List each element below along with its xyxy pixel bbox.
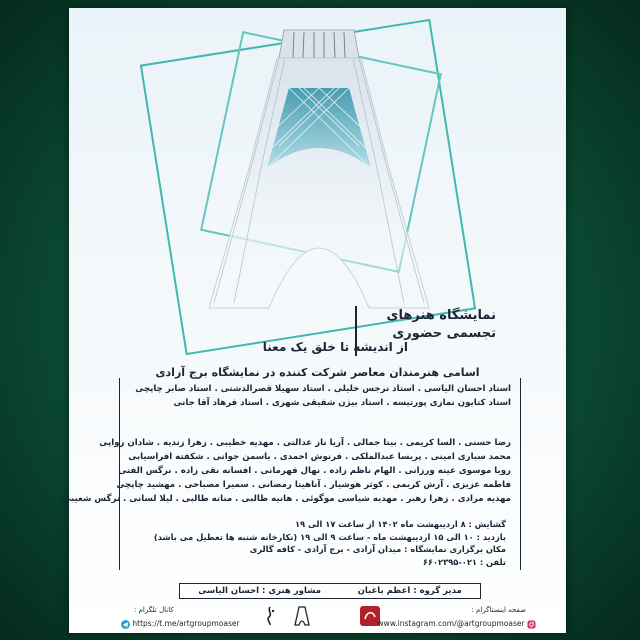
- staff-bar: [179, 583, 481, 599]
- exhibition-poster: [62, 8, 566, 633]
- artists-line: رویا موسوی عینه ورزانی . الهام ناظم زاده . نهال قهرمانی . افسانه نقی زاده . نرگس الفتی: [118, 466, 511, 476]
- title-line-3: از اندیشه تا خلق یک معنا: [262, 340, 408, 354]
- group-logo-calligraphy: [259, 605, 281, 627]
- telegram-icon: [121, 620, 130, 629]
- instagram-label: صفحه اینستاگرام :: [471, 606, 526, 614]
- event-info: [146, 518, 506, 568]
- phone-info: تلفن : ۰۲۱-۶۶۰۲۳۹۵: [422, 556, 506, 567]
- artists-line: مهدیه مرادی . زهرا رهبر . مهدیه شیاسی موگوئی . هانیه طالبی . منانه طالبی . لیلا لسانی . نرگس شعیبی: [62, 494, 511, 504]
- instagram-link[interactable]: www.instagram.com/@artgroupmoaser: [378, 619, 536, 629]
- artists-line: فاطمه عزیزی . آرش کریمی . کوثر هوشیار . آناهیتا رمضانی . سمیرا مصباحی . مهشید چاپچی: [116, 480, 511, 490]
- artists-line: محمد سیاری امینی . پریسا عبدالملکی . فرنوش احمدی . یاسمن جوانی . شکفته افراسیابی: [128, 452, 511, 462]
- masters-line: استاد کتایون نمازی پورتیسه . استاد بیژن شفیقی شهری . استاد فرهاد آقا جانی: [173, 398, 511, 408]
- telegram-label: کانال تلگرام :: [134, 606, 174, 614]
- telegram-link[interactable]: https://t.me/artgroupmoaser: [121, 619, 240, 629]
- artists-heading: اسامی هنرمندان معاصر شرکت کننده در نمایشگاه برج آزادی: [155, 366, 480, 379]
- artists-line: رضا حسنی . السا کریمی . بیتا جمالی . آریا ناز عدالتی . مهدیه خطیبی . زهرا زندیه . شادان رواپی: [99, 438, 511, 448]
- title-line-2: تجسمی حضوری: [392, 326, 496, 341]
- artists-list: [62, 436, 511, 506]
- art-advisor: مشاور هنری : احسان الیاسی: [198, 586, 322, 596]
- azadi-tower-logo: [291, 605, 313, 627]
- instagram-icon: [527, 620, 536, 629]
- group-manager: مدیر گروه : اعظم باغبان: [357, 586, 462, 596]
- title-line-1: نمایشگاه هنرهای: [386, 308, 496, 323]
- masters-line: استاد احسان الیاسی . استاد نرجس خلیلی . استاد سهیلا قصرالدشتی . استاد صابر چاپچی: [135, 384, 511, 394]
- opening-info: گشایش : ۸ اردیبهشت ماه ۱۴۰۲ از ساعت ۱۷ الی ۱۹: [294, 519, 506, 529]
- masters-list: [127, 382, 511, 410]
- azadi-tower-illustration: [189, 18, 449, 318]
- visiting-info: بازدید : ۱۰ الی ۱۵ اردیبهشت ماه - ساعت ۹ الی ۱۹ (نکارخانه شنبه ها تعطیل می باشد): [153, 531, 506, 542]
- location-info: مکان برگزاری نمایشگاه : میدان آزادی - برج آزادی - کافه گالری: [249, 544, 506, 554]
